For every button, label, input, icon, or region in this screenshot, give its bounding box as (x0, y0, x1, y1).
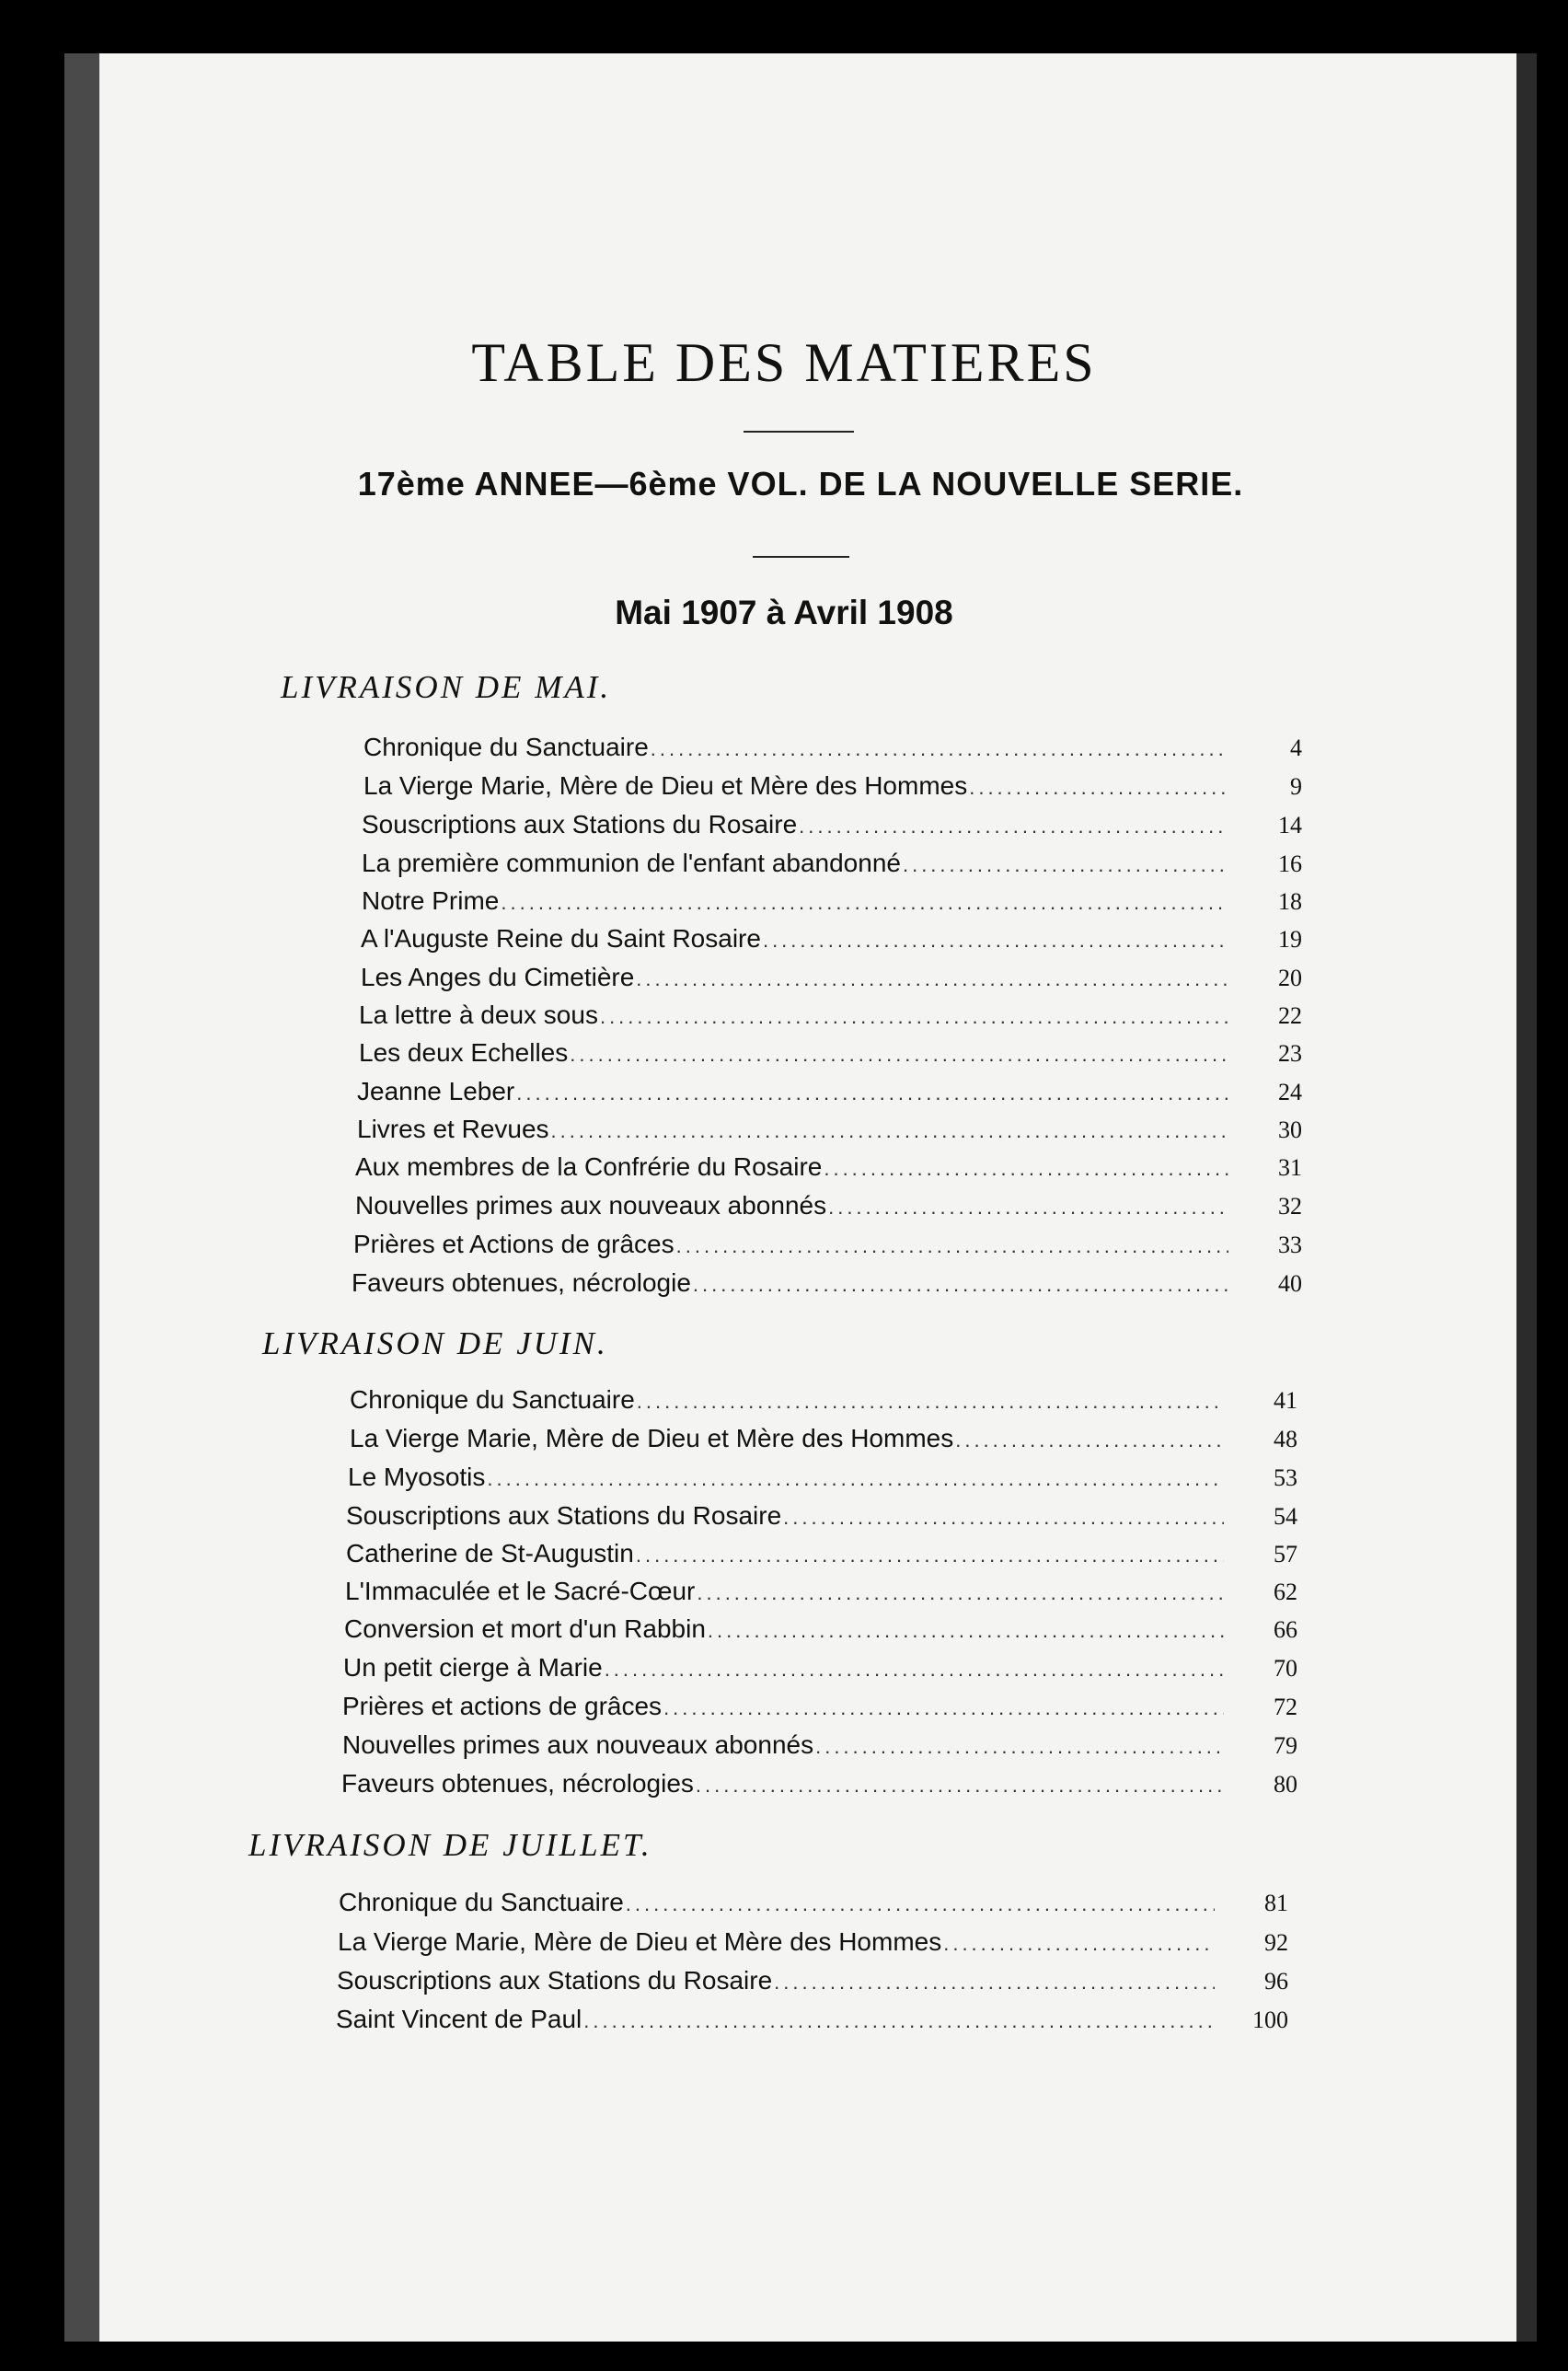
leader-dots (828, 1196, 1228, 1220)
toc-entry (339, 1888, 1288, 1925)
toc-entry-title: La Vierge Marie, Mère de Dieu et Mère des Hommes (350, 1424, 954, 1452)
leader-dots (955, 1428, 1224, 1452)
leader-dots (626, 1892, 1215, 1916)
leader-dots (676, 1234, 1228, 1258)
toc-entry (350, 1424, 1297, 1461)
toc-entry (361, 924, 1302, 961)
toc-entry-page: 79 (1274, 1732, 1297, 1759)
section-heading-juillet: LIVRAISON DE JUILLET. (248, 1827, 652, 1863)
toc-entry (341, 1769, 1297, 1806)
toc-entry-title: Souscriptions aux Stations du Rosaire (346, 1501, 782, 1530)
toc-entry-page: 16 (1278, 850, 1302, 877)
leader-dots (697, 1581, 1224, 1605)
toc-entry-page: 54 (1274, 1503, 1297, 1530)
toc-entry-title: L'Immaculée et le Sacré-Cœur (345, 1577, 696, 1605)
leader-dots (783, 1506, 1224, 1530)
toc-entry (355, 1152, 1302, 1189)
toc-entry (362, 810, 1302, 847)
toc-entry-page: 23 (1278, 1040, 1302, 1067)
leader-dots (583, 2009, 1215, 2033)
toc-entry-page: 80 (1274, 1771, 1297, 1798)
toc-entry-title: Le Myosotis (348, 1463, 486, 1491)
toc-entry-title: Souscriptions aux Stations du Rosaire (337, 1966, 773, 1995)
toc-entry-title: La lettre à deux sous (359, 1000, 598, 1029)
toc-entry-page: 30 (1278, 1116, 1302, 1143)
toc-entry-title: Aux membres de la Confrérie du Rosaire (355, 1152, 823, 1181)
section-heading-juin: LIVRAISON DE JUIN. (262, 1325, 608, 1361)
toc-entry (362, 886, 1302, 923)
leader-dots (943, 1932, 1215, 1956)
subtitle-divider (753, 556, 849, 558)
toc-entry (355, 1191, 1302, 1228)
leader-dots (763, 929, 1228, 953)
toc-entry-page: 57 (1274, 1541, 1297, 1567)
leader-dots (693, 1273, 1228, 1297)
toc-entry-title: Livres et Revues (357, 1115, 549, 1143)
toc-entry (352, 1268, 1302, 1305)
toc-entry (344, 1614, 1297, 1651)
toc-entry (362, 849, 1302, 885)
toc-entry-page: 53 (1274, 1464, 1297, 1491)
toc-entry-title: Souscriptions aux Stations du Rosaire (362, 810, 798, 839)
leader-dots (815, 1735, 1224, 1759)
toc-entry-page: 81 (1264, 1890, 1288, 1916)
toc-entry-page: 14 (1278, 812, 1302, 839)
leader-dots (663, 1696, 1224, 1720)
leader-dots (651, 737, 1228, 761)
leader-dots (696, 1774, 1224, 1798)
toc-entry-title: Chronique du Sanctuaire (363, 733, 649, 761)
toc-entry-page: 24 (1278, 1079, 1302, 1105)
toc-entry (343, 1653, 1297, 1690)
toc-entry-page: 100 (1252, 2007, 1288, 2033)
toc-entry-title: A l'Auguste Reine du Saint Rosaire (361, 924, 761, 953)
date-range: Mai 1907 à Avril 1908 (615, 594, 953, 631)
toc-entry-page: 92 (1264, 1929, 1288, 1956)
leader-dots (824, 1157, 1228, 1181)
toc-entry-page: 66 (1274, 1616, 1297, 1643)
leader-dots (799, 815, 1228, 839)
toc-entry-title: Conversion et mort d'un Rabbin (344, 1614, 706, 1643)
toc-entry-page: 32 (1278, 1193, 1302, 1220)
toc-entry (342, 1730, 1297, 1767)
toc-entry (336, 2005, 1288, 2041)
toc-entry (363, 771, 1302, 808)
toc-entry-title: Notre Prime (362, 886, 500, 915)
toc-entry-page: 19 (1278, 926, 1302, 953)
toc-entry-page: 18 (1278, 888, 1302, 915)
toc-entry-title: Faveurs obtenues, nécrologie (352, 1268, 691, 1297)
toc-entry-page: 22 (1278, 1002, 1302, 1029)
leader-dots (605, 1658, 1224, 1682)
toc-entry (348, 1463, 1297, 1499)
toc-entry-page: 48 (1274, 1426, 1297, 1452)
toc-entry-page: 96 (1264, 1968, 1288, 1995)
toc-entry-title: Prières et Actions de grâces (353, 1230, 674, 1258)
toc-entry-title: Chronique du Sanctuaire (350, 1385, 635, 1414)
toc-entry-page: 40 (1278, 1270, 1302, 1297)
leader-dots (501, 891, 1228, 915)
title-divider (744, 431, 854, 433)
toc-entry-title: Nouvelles primes aux nouveaux abonnés (355, 1191, 827, 1220)
toc-entry-title: Catherine de St-Augustin (346, 1539, 634, 1567)
toc-entry (357, 1077, 1302, 1114)
leader-dots (774, 1971, 1215, 1995)
leader-dots (600, 1005, 1228, 1029)
toc-entry-title: La Vierge Marie, Mère de Dieu et Mère des Hommes (338, 1927, 942, 1956)
toc-entry (359, 1000, 1302, 1037)
leader-dots (969, 776, 1228, 800)
toc-entry (350, 1385, 1297, 1422)
toc-entry-title: La Vierge Marie, Mère de Dieu et Mère des Hommes (363, 771, 968, 800)
toc-entry-title: Nouvelles primes aux nouveaux abonnés (342, 1730, 814, 1759)
toc-entry (346, 1539, 1297, 1576)
toc-entry-title: Faveurs obtenues, nécrologies (341, 1769, 694, 1798)
toc-entry-title: Saint Vincent de Paul (336, 2005, 582, 2033)
toc-entry (346, 1501, 1297, 1538)
toc-entry (338, 1927, 1288, 1964)
page-title: TABLE DES MATIERES (471, 332, 1097, 393)
toc-entry-title: Un petit cierge à Marie (343, 1653, 603, 1682)
toc-entry-page: 70 (1274, 1655, 1297, 1682)
toc-entry-page: 9 (1290, 773, 1302, 800)
toc-entry (359, 1038, 1302, 1075)
toc-entry-page: 20 (1278, 965, 1302, 991)
leader-dots (636, 1544, 1224, 1567)
toc-entry-title: Les Anges du Cimetière (361, 963, 635, 991)
leader-dots (570, 1043, 1228, 1067)
toc-entry-title: Prières et actions de grâces (342, 1692, 663, 1720)
toc-entry-title: Les deux Echelles (359, 1038, 569, 1067)
toc-entry (337, 1966, 1288, 2003)
toc-entry (342, 1692, 1297, 1729)
toc-entry (363, 733, 1302, 769)
toc-entry-page: 33 (1278, 1232, 1302, 1258)
leader-dots (516, 1081, 1228, 1105)
leader-dots (903, 853, 1228, 877)
toc-entry-title: Chronique du Sanctuaire (339, 1888, 624, 1916)
toc-entry (361, 963, 1302, 1000)
toc-entry (357, 1115, 1302, 1151)
toc-entry-page: 41 (1274, 1387, 1297, 1414)
toc-entry-title: Jeanne Leber (357, 1077, 515, 1105)
section-heading-mai: LIVRAISON DE MAI. (281, 669, 612, 705)
toc-entry (353, 1230, 1302, 1266)
toc-entry (345, 1577, 1297, 1613)
leader-dots (708, 1619, 1224, 1643)
toc-entry-page: 4 (1290, 734, 1302, 761)
toc-entry-page: 72 (1274, 1694, 1297, 1720)
toc-entry-page: 62 (1274, 1579, 1297, 1605)
leader-dots (636, 967, 1228, 991)
leader-dots (551, 1119, 1228, 1143)
toc-entry-page: 31 (1278, 1154, 1302, 1181)
toc-entry-title: La première communion de l'enfant abandonné (362, 849, 901, 877)
leader-dots (487, 1467, 1224, 1491)
leader-dots (637, 1390, 1224, 1414)
volume-subtitle: 17ème ANNEE—6ème VOL. DE LA NOUVELLE SERIE. (357, 465, 1244, 503)
